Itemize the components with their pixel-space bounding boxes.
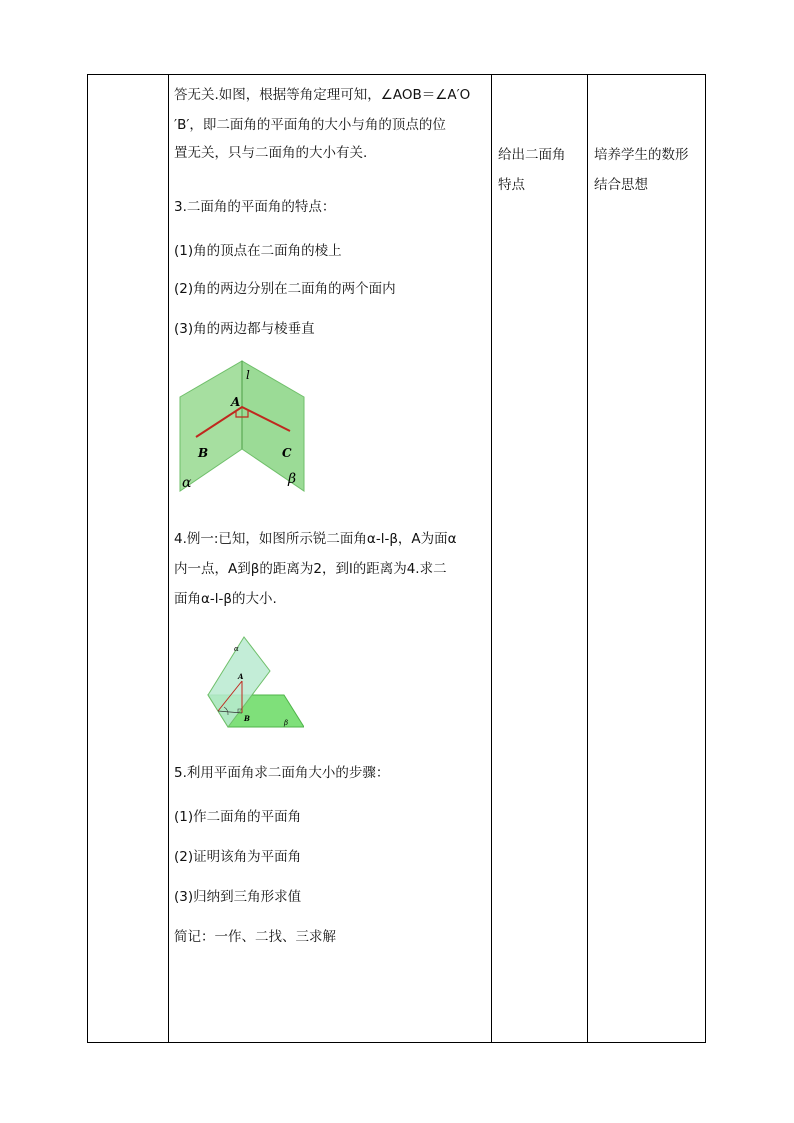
col4-line: 培养学生的数形 [594, 147, 689, 163]
intro-line: ′B′，即二面角的平面角的大小与角的顶点的位 [174, 117, 446, 133]
lesson-table [87, 74, 706, 1043]
content-cell [174, 75, 484, 1035]
label-beta: β [288, 471, 297, 487]
intro-line: 答无关.如图，根据等角定理可知，∠AOB＝∠A′O [174, 87, 471, 103]
summary-line: 简记：一作、二找、三求解 [174, 929, 336, 945]
plane-alpha [180, 361, 242, 491]
section3-item: (1)角的顶点在二面角的棱上 [174, 243, 342, 259]
column-divider [491, 75, 492, 1042]
label-C: C [282, 446, 292, 460]
label-B: B [198, 446, 209, 460]
example-line: 内一点，A到β的距离为2，到l的距离为4.求二 [174, 561, 447, 577]
section5-item: (1)作二面角的平面角 [174, 809, 302, 825]
example-figure [200, 635, 304, 731]
section3-title: 3.二面角的平面角的特点： [174, 199, 336, 215]
section3-item: (3)角的两边都与棱垂直 [174, 321, 315, 337]
example-line: 4.例一:已知，如图所示锐二面角α-l-β，A为面α [174, 531, 457, 547]
label-B: B [244, 714, 250, 723]
col3-line: 特点 [498, 177, 525, 193]
section3-item: (2)角的两边分别在二面角的两个面内 [174, 281, 396, 297]
section5-item: (2)证明该角为平面角 [174, 849, 302, 865]
column-divider [168, 75, 169, 1042]
label-A: A [231, 395, 241, 409]
col4-line: 结合思想 [594, 177, 648, 193]
section5-item: (3)归纳到三角形求值 [174, 889, 302, 905]
dihedral-angle-figure [174, 359, 318, 497]
label-alpha: α [234, 645, 239, 653]
example-line: 面角α-l-β的大小. [174, 591, 277, 607]
label-beta: β [284, 719, 289, 727]
label-l: l [246, 368, 250, 382]
label-alpha: α [182, 475, 192, 491]
intro-line: 置无关，只与二面角的大小有关. [174, 145, 368, 161]
section5-title: 5.利用平面角求二面角大小的步骤： [174, 765, 390, 781]
label-A: A [238, 672, 244, 681]
col3-line: 给出二面角 [498, 147, 566, 163]
column-divider [587, 75, 588, 1042]
